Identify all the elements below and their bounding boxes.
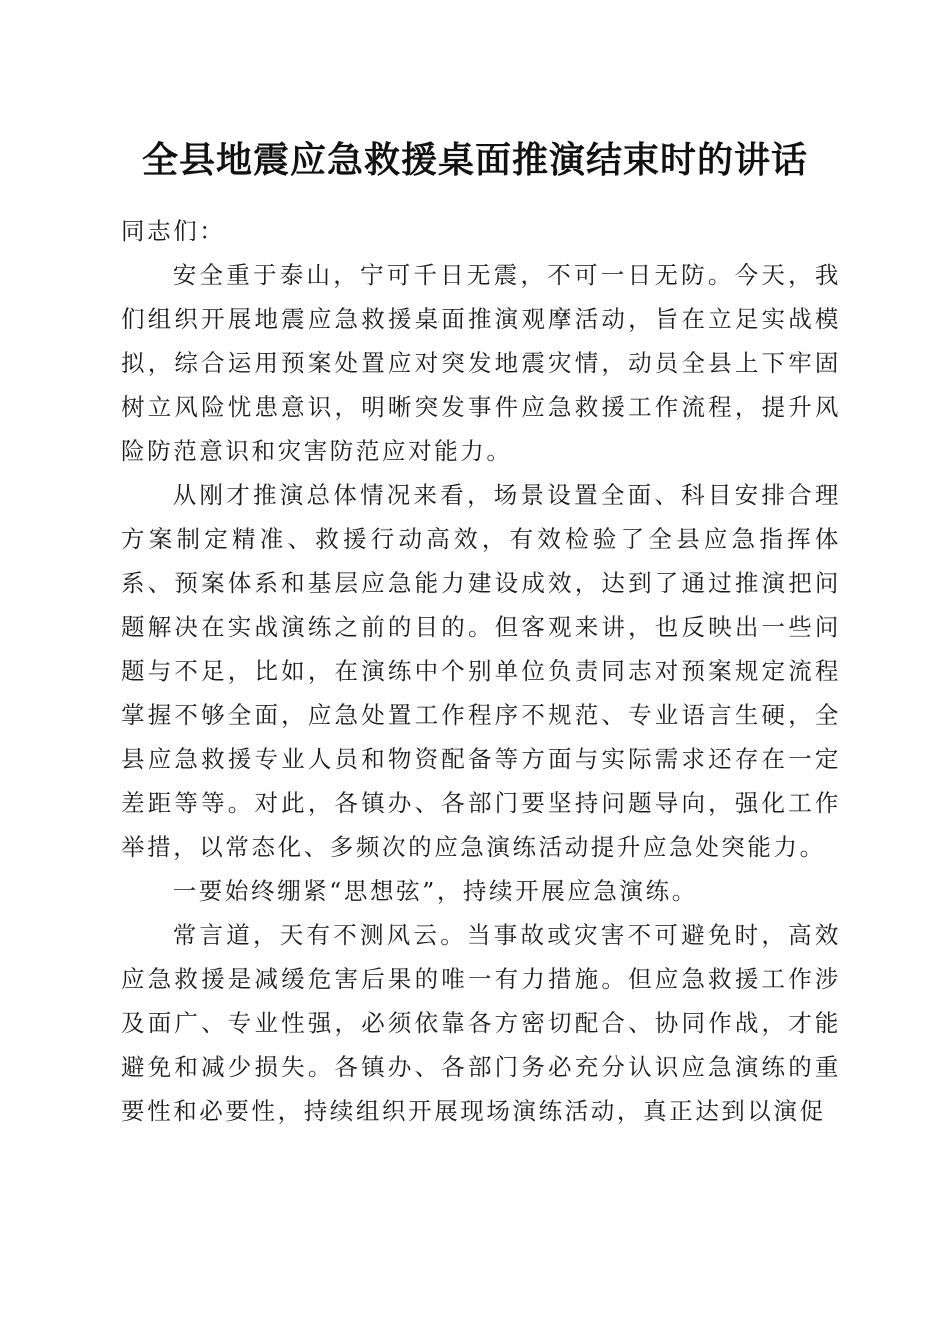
salutation: 同志们： — [121, 217, 226, 245]
document-body — [121, 209, 841, 1133]
section-heading-1: 一要始终绷紧“思想弦”，持续开展应急演练。 — [172, 877, 698, 905]
paragraph-3: 常言道，天有不测风云。当事故或灾害不可避免时，高效应急救援是减缓危害后果的唯一有力措施。但应急救援工作涉及面广、专业性强，必须依靠各方密切配合、协同作战，才能避免和减少损失。各镇办、各部门务必充分认识应急演练的重要性和必要性，持续组织开展现场演练活动，真正达到以演促 — [121, 921, 841, 1125]
paragraph-2: 从刚才推演总体情况来看，场景设置全面、科目安排合理方案制定精准、救援行动高效，有效检验了全县应急指挥体系、预案体系和基层应急能力建设成效，达到了通过推演把问题解决在实战演练之前的目的。但客观来讲，也反映出一些问题与不足，比如，在演练中个别单位负责同志对预案规定流程掌握不够全面，应急处置工作程序不规范、专业语言生硬，全县应急救援专业人员和物资配备等方面与实际需求还存在一定差距等等。对此，各镇办、各部门要坚持问题导向，强化工作举措，以常态化、多频次的应急演练活动提升应急处突能力。 — [121, 481, 841, 861]
paragraph-1: 安全重于泰山，宁可千日无震，不可一日无防。今天，我们组织开展地震应急救援桌面推演观摩活动，旨在立足实战模拟，综合运用预案处置应对突发地震灾情，动员全县上下牢固树立风险忧患意识，明晰突发事件应急救援工作流程，提升风险防范意识和灾害防范应对能力。 — [121, 261, 841, 465]
document-title: 全县地震应急救援桌面推演结束时的讲话 — [141, 139, 808, 181]
